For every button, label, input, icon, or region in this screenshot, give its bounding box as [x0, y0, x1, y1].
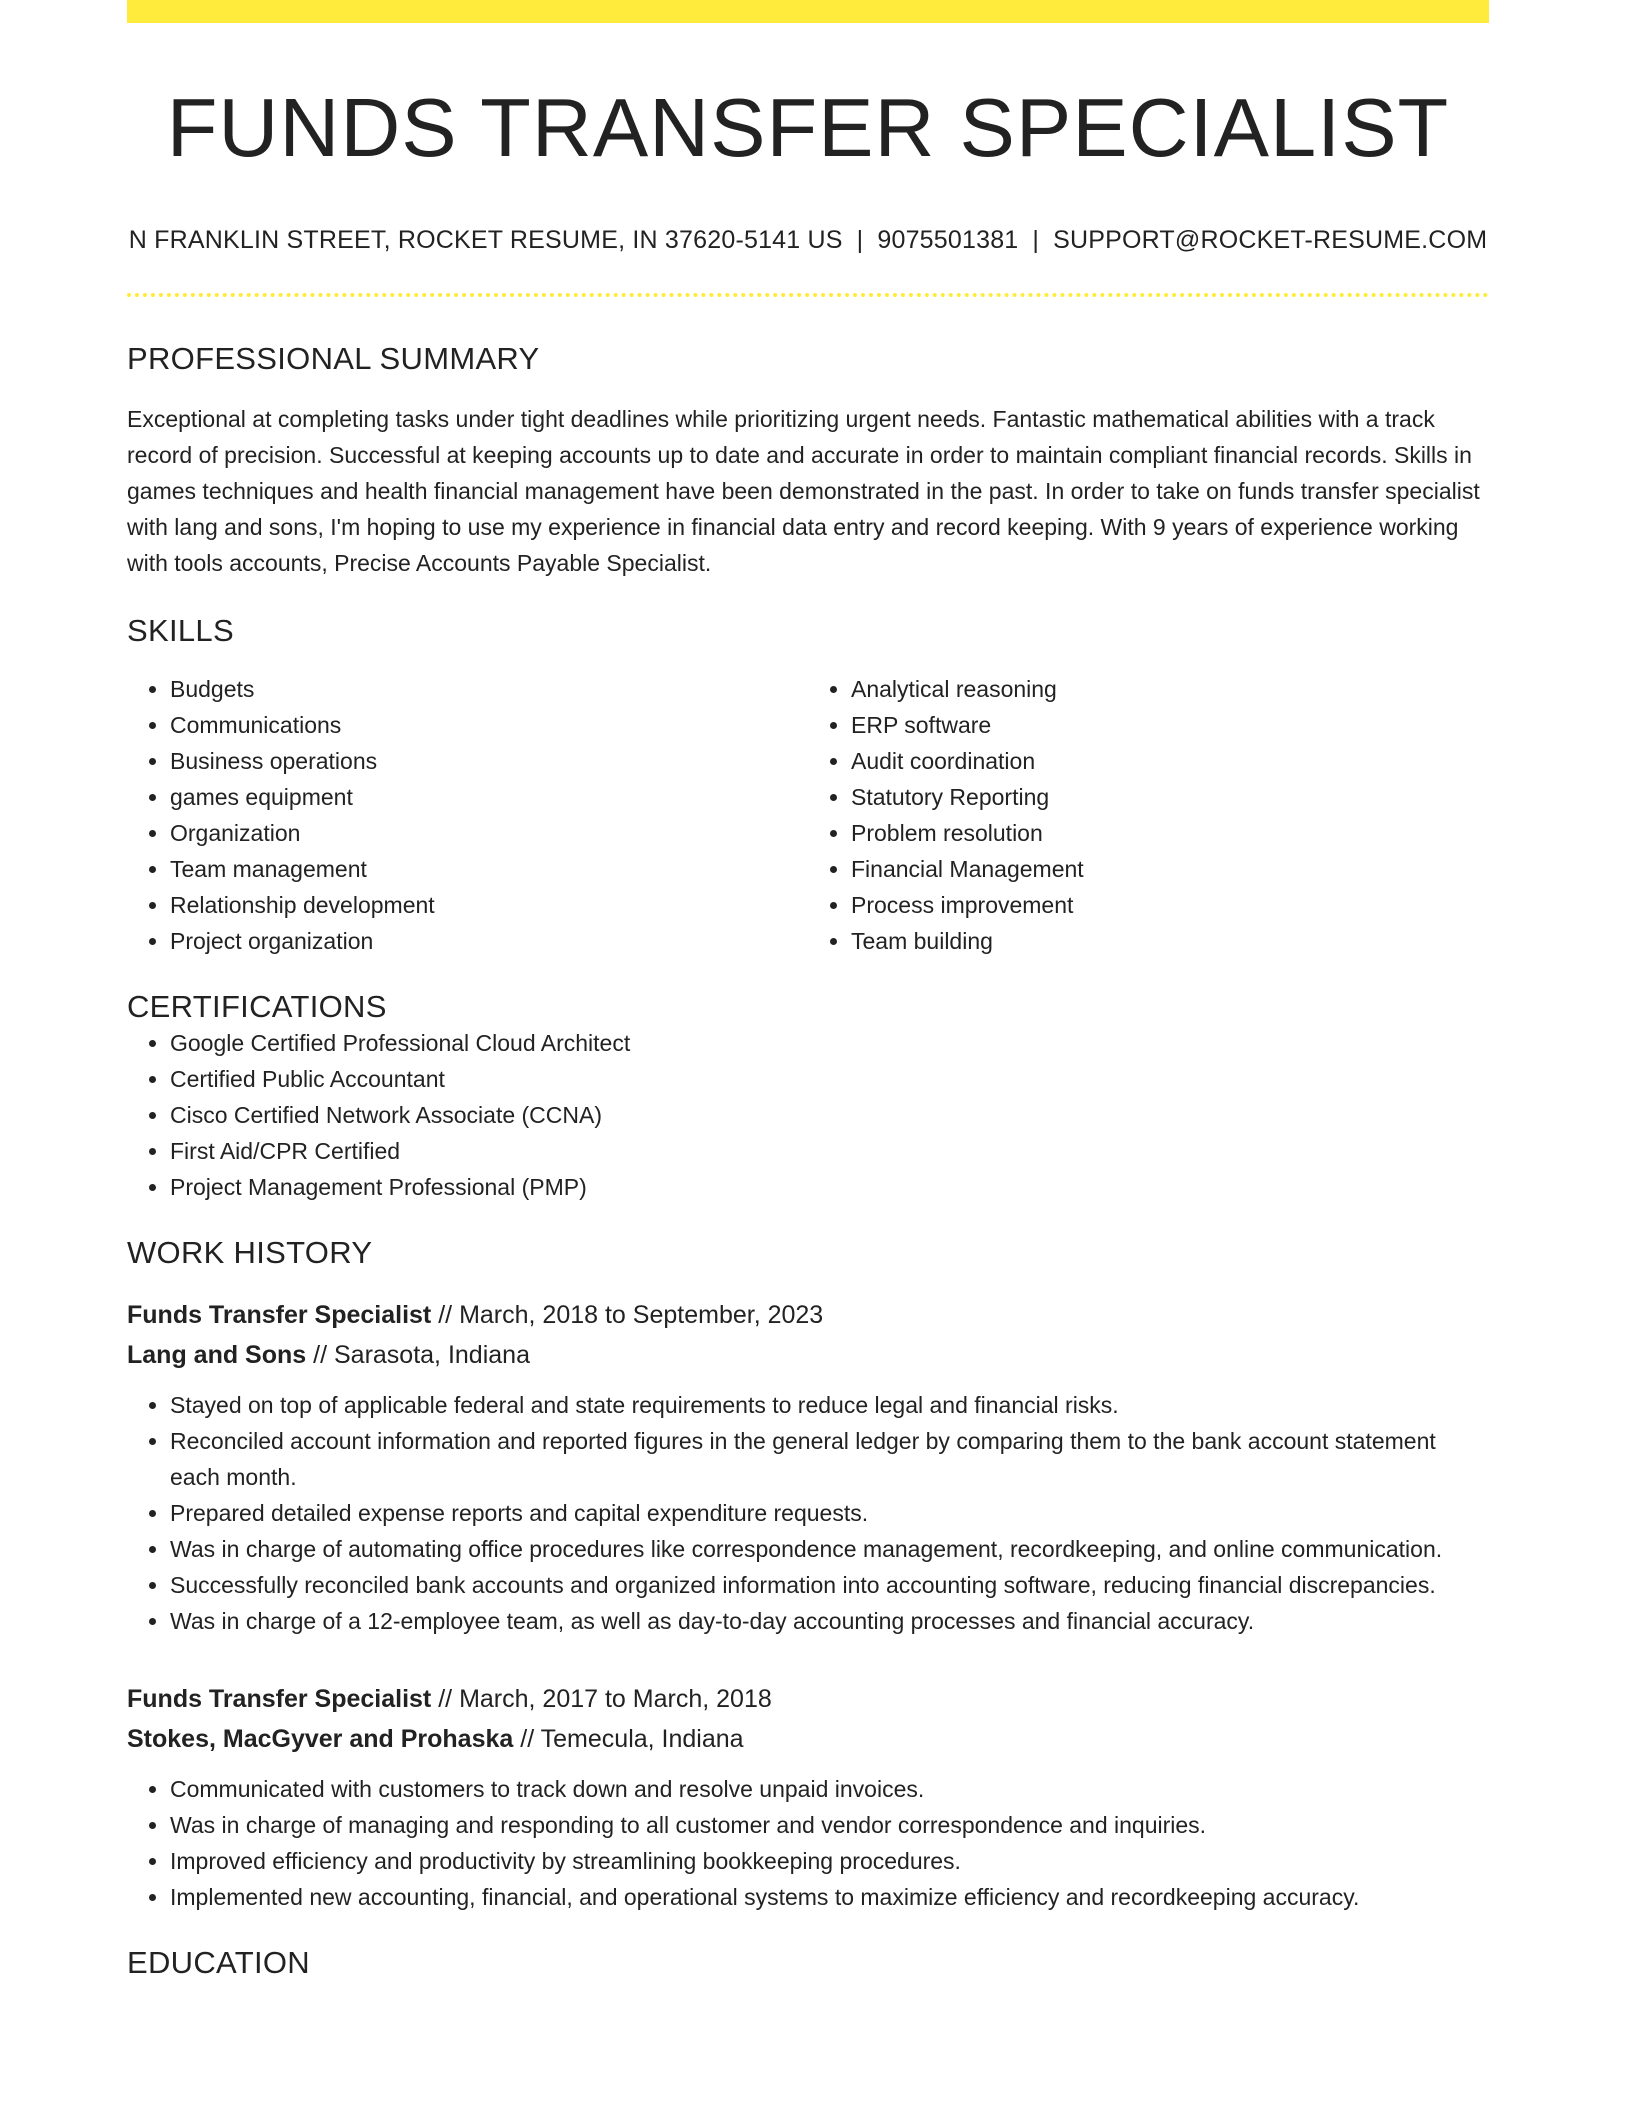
job-separator: //	[438, 1685, 453, 1714]
skill-item: • Budgets	[170, 671, 808, 707]
job-role-line	[127, 1679, 1489, 1719]
work-history-heading: WORK HISTORY	[127, 1235, 373, 1271]
job-entry	[127, 1679, 1489, 1915]
resume-title: FUNDS TRANSFER SPECIALIST	[166, 81, 1450, 174]
skill-item: • Organization	[170, 815, 808, 851]
job-bullets	[127, 1387, 1489, 1639]
certification-item: • First Aid/CPR Certified	[170, 1133, 1489, 1169]
contact-separator: |	[1032, 226, 1040, 255]
job-bullet: • Implemented new accounting, financial, and operational systems to maximize efficiency and recordkeeping accuracy.	[170, 1879, 1489, 1915]
skills-column-right	[808, 671, 1489, 959]
job-separator: //	[313, 1341, 328, 1370]
resume-page	[127, 0, 1489, 1981]
contact-separator: |	[856, 226, 864, 255]
email: SUPPORT@ROCKET-RESUME.COM	[1053, 226, 1488, 255]
skill-item: • Project organization	[170, 923, 808, 959]
job-company-line	[127, 1335, 1489, 1375]
job-location: Temecula, Indiana	[540, 1725, 744, 1754]
skill-item: • ERP software	[851, 707, 1489, 743]
job-bullet: • Was in charge of automating office procedures like correspondence management, recordkeeping, and online communication.	[170, 1531, 1489, 1567]
phone: 9075501381	[877, 226, 1019, 255]
skill-item: • Analytical reasoning	[851, 671, 1489, 707]
job-bullet: • Prepared detailed expense reports and capital expenditure requests.	[170, 1495, 1489, 1531]
education-heading: EDUCATION	[127, 1945, 310, 1981]
skill-item: • Audit coordination	[851, 743, 1489, 779]
skill-item: • Communications	[170, 707, 808, 743]
skills-column-left	[127, 671, 808, 959]
skill-item: • Team building	[851, 923, 1489, 959]
skill-item: • Relationship development	[170, 887, 808, 923]
summary-text: Exceptional at completing tasks under tight deadlines while prioritizing urgent needs. Fantastic mathematical abilities with a track record of precision. Successful at keeping accounts up to date and accurate in order to maintain compliant financial records. Skills in games techniques and health financial management have been demonstrated in the past. In order to take on funds transfer specialist with lang and sons, I'm hoping to use my experience in financial data entry and record keeping. With 9 years of experience working with tools accounts, Precise Accounts Payable Specialist.	[127, 406, 1480, 577]
skill-item: • Team management	[170, 851, 808, 887]
address: N FRANKLIN STREET, ROCKET RESUME, IN 37620-5141 US	[128, 226, 843, 255]
skill-item: • Problem resolution	[851, 815, 1489, 851]
skill-item: • Statutory Reporting	[851, 779, 1489, 815]
certification-item: • Certified Public Accountant	[170, 1061, 1489, 1097]
dotted-divider	[127, 293, 1489, 297]
certification-item: • Project Management Professional (PMP)	[170, 1169, 1489, 1205]
job-entry	[127, 1295, 1489, 1639]
job-role: Funds Transfer Specialist	[127, 1685, 432, 1714]
job-bullet: • Successfully reconciled bank accounts and organized information into accounting software, reducing financial discrepancies.	[170, 1567, 1489, 1603]
job-company: Lang and Sons	[127, 1341, 307, 1370]
job-separator: //	[438, 1301, 453, 1330]
certification-item: • Cisco Certified Network Associate (CCNA)	[170, 1097, 1489, 1133]
job-company: Stokes, MacGyver and Prohaska	[127, 1725, 514, 1754]
job-bullet: • Stayed on top of applicable federal and state requirements to reduce legal and financial risks.	[170, 1387, 1489, 1423]
skill-item: • Financial Management	[851, 851, 1489, 887]
certification-item: • Google Certified Professional Cloud Architect	[170, 1025, 1489, 1061]
job-dates: March, 2018 to September, 2023	[459, 1301, 824, 1330]
skill-item: • Process improvement	[851, 887, 1489, 923]
top-accent-bar	[127, 0, 1489, 23]
certifications-list	[127, 1025, 1489, 1205]
summary-heading: PROFESSIONAL SUMMARY	[127, 341, 540, 377]
skill-item: • games equipment	[170, 779, 808, 815]
contact-line	[127, 226, 1489, 255]
job-bullet: • Communicated with customers to track down and resolve unpaid invoices.	[170, 1771, 1489, 1807]
job-role: Funds Transfer Specialist	[127, 1301, 432, 1330]
job-role-line	[127, 1295, 1489, 1335]
job-dates: March, 2017 to March, 2018	[459, 1685, 772, 1714]
job-bullet: • Was in charge of a 12-employee team, as well as day-to-day accounting processes and financial accuracy.	[170, 1603, 1489, 1639]
job-location: Sarasota, Indiana	[334, 1341, 530, 1370]
skills-list	[127, 671, 1489, 959]
skill-item: • Business operations	[170, 743, 808, 779]
job-separator: //	[520, 1725, 535, 1754]
job-bullet: • Reconciled account information and reported figures in the general ledger by comparing them to the bank account statement each month.	[170, 1423, 1489, 1495]
skills-heading: SKILLS	[127, 613, 234, 649]
certifications-heading: CERTIFICATIONS	[127, 989, 387, 1025]
job-bullet: • Improved efficiency and productivity by streamlining bookkeeping procedures.	[170, 1843, 1489, 1879]
job-bullets	[127, 1771, 1489, 1915]
job-company-line	[127, 1719, 1489, 1759]
job-bullet: • Was in charge of managing and responding to all customer and vendor correspondence and inquiries.	[170, 1807, 1489, 1843]
